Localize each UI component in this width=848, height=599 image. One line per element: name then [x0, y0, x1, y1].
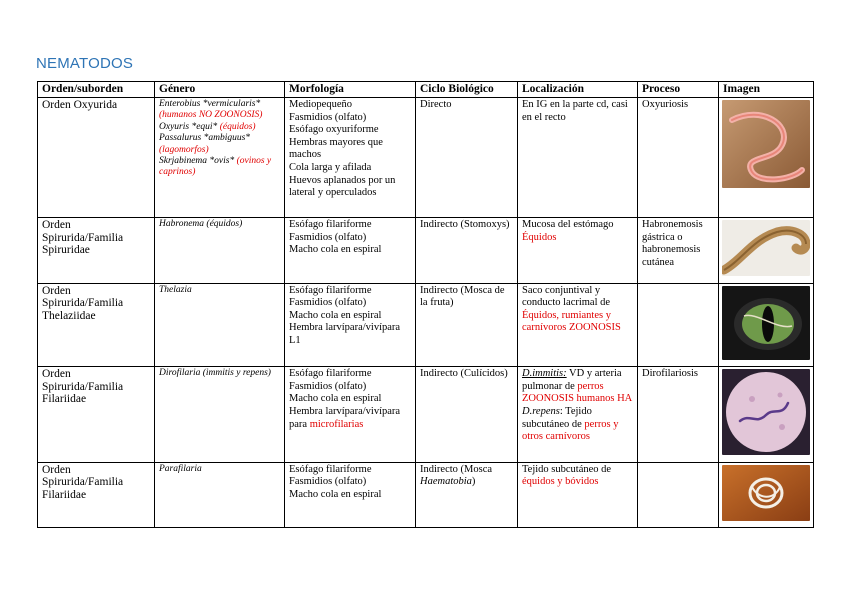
col-proceso: Proceso	[638, 82, 719, 98]
localizacion-cell: En IG en la parte cd, casi en el recto	[518, 98, 638, 218]
orden-cell: Orden Spirurida/Familia Spiruridae	[38, 218, 155, 284]
microfilaria-microscopy	[722, 369, 810, 455]
morfologia-cell: Esófago filariforme Fasmidios (olfato) Macho cola en espiral	[285, 462, 416, 528]
localizacion-cell: Mucosa del estómago Équidos	[518, 218, 638, 284]
morfologia-cell: Esófago filariforme Fasmidios (olfato) Macho cola en espiral Hembra larvípara/vivípara L1	[285, 283, 416, 367]
header-row	[38, 82, 814, 98]
orden-cell: Orden Oxyurida	[38, 98, 155, 218]
genero-cell: Habronema (équidos)	[155, 218, 285, 284]
imagen-cell	[719, 462, 814, 528]
orden-cell: Orden Spirurida/Familia Thelaziidae	[38, 283, 155, 367]
imagen-cell	[719, 367, 814, 463]
genero-cell: Parafilaria	[155, 462, 285, 528]
col-genero: Género	[155, 82, 285, 98]
table-row	[38, 98, 814, 218]
imagen-cell	[719, 98, 814, 218]
localizacion-cell: D.immitis: VD y arteria pulmonar de perros ZOONOSIS humanos HA D.repens: Tejido subcutáneo de perros y otros carnívoros	[518, 367, 638, 463]
col-orden: Orden/suborden	[38, 82, 155, 98]
imagen-cell	[719, 218, 814, 284]
orden-cell: Orden Spirurida/Familia Filariidae	[38, 367, 155, 463]
col-morfologia: Morfología	[285, 82, 416, 98]
page-title: NEMATODOS	[36, 55, 134, 72]
localizacion-cell: Tejido subcutáneo de équidos y bóvidos	[518, 462, 638, 528]
ciclo-cell: Indirecto (Stomoxys)	[416, 218, 518, 284]
nematodes-table	[37, 81, 814, 528]
genero-cell: Thelazia	[155, 283, 285, 367]
proceso-cell: Oxyuriosis	[638, 98, 719, 218]
ciclo-cell: Directo	[416, 98, 518, 218]
thelazia-eye-photo	[722, 286, 810, 360]
morfologia-cell: Mediopequeño Fasmidios (olfato) Esófago oxyuriforme Hembras mayores que machos Cola larga y afilada Huevos aplanados por un lateral y operculados	[285, 98, 416, 218]
imagen-cell	[719, 283, 814, 367]
proceso-cell	[638, 283, 719, 367]
localizacion-cell: Saco conjuntival y conducto lacrimal de Équidos, rumiantes y carnívoros ZOONOSIS	[518, 283, 638, 367]
proceso-cell: Habronemosis gástrica o habronemosis cutánea	[638, 218, 719, 284]
table-row	[38, 367, 814, 463]
ciclo-cell: Indirecto (Culícidos)	[416, 367, 518, 463]
col-imagen: Imagen	[719, 82, 814, 98]
table-row	[38, 283, 814, 367]
orden-cell: Orden Spirurida/Familia Filariidae	[38, 462, 155, 528]
table-row	[38, 218, 814, 284]
ciclo-cell: Indirecto (Mosca Haematobia)	[416, 462, 518, 528]
parafilaria-tissue-photo	[722, 465, 810, 521]
proceso-cell: Dirofilariosis	[638, 367, 719, 463]
proceso-cell	[638, 462, 719, 528]
morfologia-cell: Esófago filariforme Fasmidios (olfato) Macho cola en espiral	[285, 218, 416, 284]
habronema-photo	[722, 220, 810, 276]
morfologia-cell: Esófago filariforme Fasmidios (olfato) Macho cola en espiral Hembra larvípara/vivípara para microfilarias	[285, 367, 416, 463]
table-row	[38, 462, 814, 528]
pinworm-photo	[722, 100, 810, 188]
genero-cell: Enterobius *vermicularis* (humanos NO ZOONOSIS) Oxyuris *equi* (équidos) Passalurus *ambiguus* (lagomorfos) Skrjabinema *ovis* (ovinos y caprinos)	[155, 98, 285, 218]
col-ciclo: Ciclo Biológico	[416, 82, 518, 98]
col-localizacion: Localización	[518, 82, 638, 98]
ciclo-cell: Indirecto (Mosca de la fruta)	[416, 283, 518, 367]
genero-cell: Dirofilaria (immitis y repens)	[155, 367, 285, 463]
